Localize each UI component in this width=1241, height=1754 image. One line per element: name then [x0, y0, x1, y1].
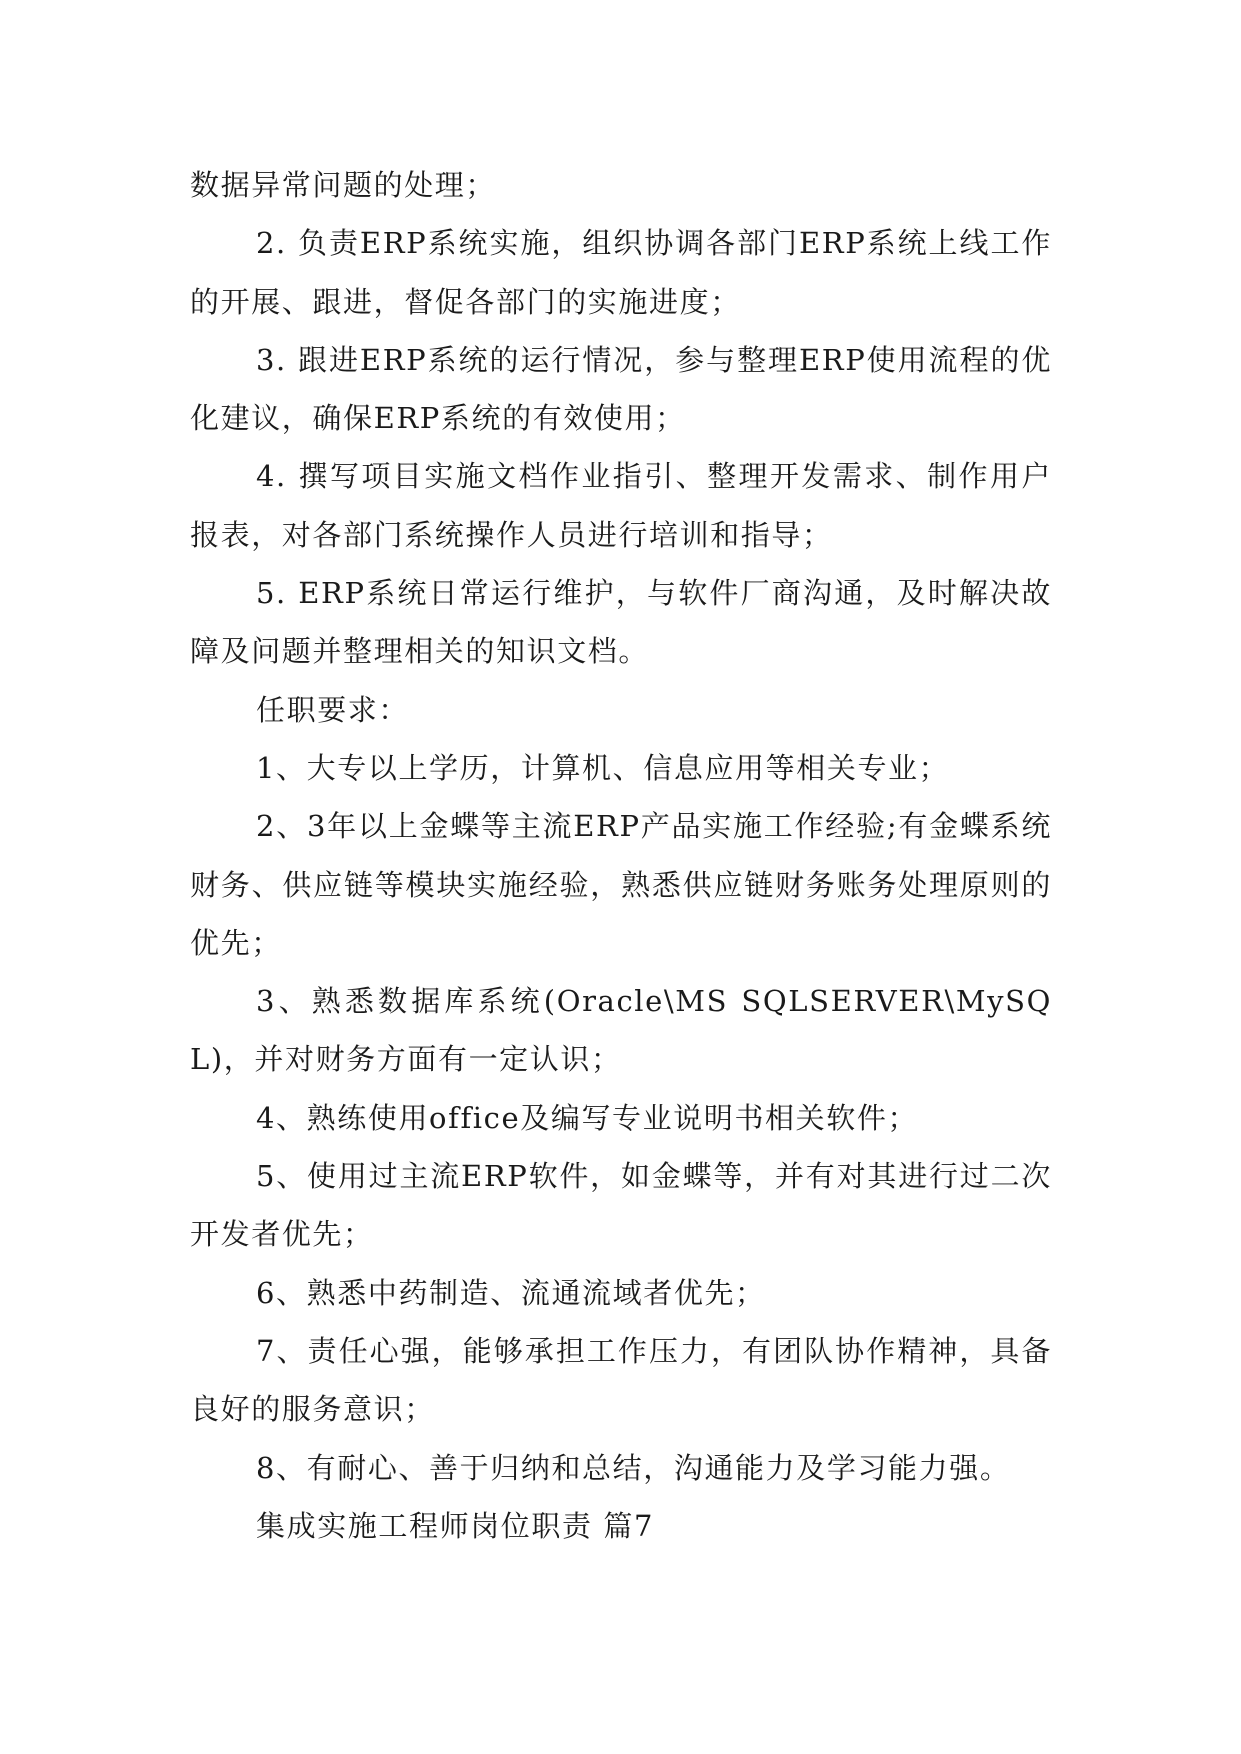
section-heading-next: 集成实施工程师岗位职责 篇7: [256, 1508, 655, 1543]
paragraph-duty-5: 5. ERP系统日常运行维护，与软件厂商沟通，及时解决故障及问题并整理相关的知识文档。: [190, 576, 1052, 669]
paragraph-requirement-5: 5、使用过主流ERP软件，如金蝶等，并有对其进行过二次开发者优先；: [190, 1159, 1052, 1252]
section-heading-requirements: 任职要求：: [256, 692, 410, 727]
paragraph-requirement-8: 8、有耐心、善于归纳和总结，沟通能力及学习能力强。: [256, 1450, 1011, 1485]
paragraph-requirement-1: 1、大专以上学历，计算机、信息应用等相关专业；: [256, 750, 950, 785]
paragraph-requirement-6: 6、熟悉中药制造、流通流域者优先；: [256, 1275, 766, 1310]
paragraph-duty-3: 3. 跟进ERP系统的运行情况，参与整理ERP使用流程的优化建议，确保ERP系统的有效使用；: [190, 342, 1052, 436]
paragraph-requirement-7: 7、责任心强，能够承担工作压力，有团队协作精神，具备良好的服务意识；: [190, 1333, 1052, 1427]
paragraph-duty-4: 4. 撰写项目实施文档作业指引、整理开发需求、制作用户报表，对各部门系统操作人员进行培训和指导；: [190, 459, 1052, 552]
document-body: [190, 156, 1052, 1555]
paragraph-duty-2: 2. 负责ERP系统实施，组织协调各部门ERP系统上线工作的开展、跟进，督促各部门的实施进度；: [190, 226, 1052, 319]
paragraph-requirement-2: 2、3年以上金蝶等主流ERP产品实施工作经验;有金蝶系统财务、供应链等模块实施经验，熟悉供应链财务账务处理原则的优先；: [190, 809, 1052, 960]
paragraph-requirement-3: 3、熟悉数据库系统(Oracle\MS SQLSERVER\MySQL)，并对财务方面有一定认识；: [190, 984, 1052, 1077]
paragraph-requirement-4: 4、熟练使用office及编写专业说明书相关软件；: [256, 1100, 919, 1135]
paragraph-continuation: 数据异常问题的处理；: [190, 168, 497, 202]
